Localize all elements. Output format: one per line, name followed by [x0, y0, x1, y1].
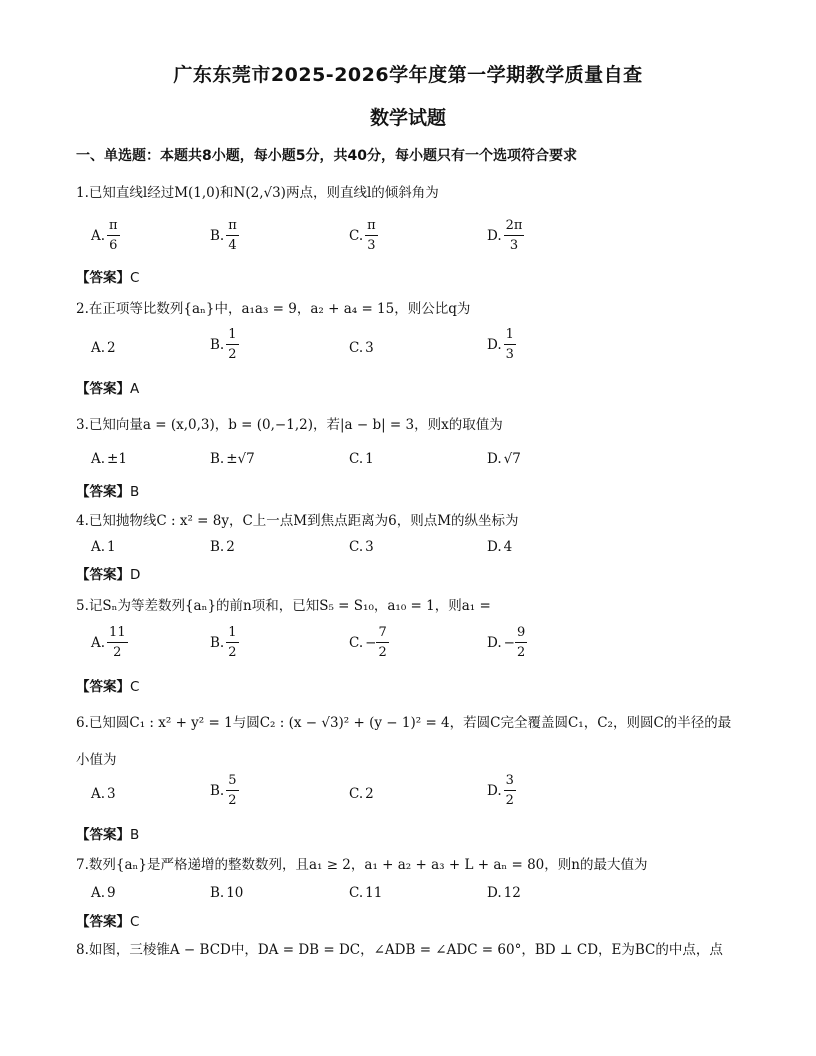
question-6-option-c: C. 2 — [349, 786, 374, 802]
question-4-option-d: D. 4 — [487, 539, 513, 555]
question-7-option-b: B. 10 — [210, 885, 244, 901]
question-5-option-b: B. $\frac{1}{2}$ — [210, 625, 237, 660]
question-5-stem: 5.记Sₙ为等差数列{aₙ}的前n项和，已知S₅ = S₁₀，a₁₀ = 1，则a₁ = — [76, 598, 491, 614]
question-1-option-d: D. $\frac{2\pi}{3}$ — [487, 218, 523, 253]
question-2-option-a: A. 2 — [91, 340, 116, 356]
question-6-option-a: A. 3 — [91, 786, 116, 802]
question-5-option-c: C. − $\frac{7}{2}$ — [349, 625, 387, 660]
question-3-option-d: D. √7 — [487, 451, 521, 467]
question-8-stem: 8.如图，三棱锥A − BCD中，DA = DB = DC，∠ADB = ∠ADC = 60°，BD ⊥ CD，E为BC的中点，点 — [76, 942, 723, 958]
question-1-answer: 【答案】C — [76, 270, 140, 286]
question-4-stem: 4.已知抛物线C : x² = 8y，C上一点M到焦点距离为6，则点M的纵坐标为 — [76, 513, 519, 529]
question-2-answer: 【答案】A — [76, 381, 140, 397]
question-3-answer: 【答案】B — [76, 484, 140, 500]
question-4-answer: 【答案】D — [76, 567, 141, 583]
question-2-option-d: D. $\frac{1}{3}$ — [487, 327, 514, 362]
question-3-option-c: C. 1 — [349, 451, 374, 467]
question-1-option-c: C. $\frac{\pi}{3}$ — [349, 218, 376, 253]
question-5-option-a: A. $\frac{11}{2}$ — [91, 625, 126, 660]
question-6-option-d: D. $\frac{3}{2}$ — [487, 773, 514, 808]
question-6-answer: 【答案】B — [76, 827, 140, 843]
question-7-stem: 7.数列{aₙ}是严格递增的整数数列，且a₁ ≥ 2，a₁ + a₂ + a₃ + L + aₙ = 80，则n的最大值为 — [76, 857, 648, 873]
question-7-answer: 【答案】C — [76, 914, 140, 930]
question-7-option-d: D. 12 — [487, 885, 521, 901]
question-6-stem: 6.已知圆C₁ : x² + y² = 1与圆C₂ : (x − √3)² + (y − 1)² = 4，若圆C完全覆盖圆C₁，C₂，则圆C的半径的最 — [76, 715, 732, 731]
question-2-option-b: B. $\frac{1}{2}$ — [210, 327, 237, 362]
question-4-option-b: B. 2 — [210, 539, 235, 555]
question-5-answer: 【答案】C — [76, 679, 140, 695]
question-4-option-c: C. 3 — [349, 539, 374, 555]
question-7-option-a: A. 9 — [91, 885, 116, 901]
question-7-option-c: C. 11 — [349, 885, 383, 901]
question-2-stem: 2.在正项等比数列{aₙ}中，a₁a₃ = 9，a₂ + a₄ = 15，则公比q为 — [76, 301, 471, 317]
exam-title: 广东东莞市2025-2026学年度第一学期教学质量自查 — [173, 64, 643, 86]
section-heading: 一、单选题：本题共8小题，每小题5分，共40分，每小题只有一个选项符合要求 — [76, 148, 577, 164]
question-6-option-b: B. $\frac{5}{2}$ — [210, 773, 237, 808]
question-1-option-b: B. $\frac{\pi}{4}$ — [210, 218, 237, 253]
question-3-option-b: B. ±√7 — [210, 451, 255, 467]
exam-subtitle: 数学试题 — [369, 107, 446, 129]
question-4-option-a: A. 1 — [91, 539, 116, 555]
question-2-option-c: C. 3 — [349, 340, 374, 356]
question-3-stem: 3.已知向量a = (x,0,3)，b = (0,−1,2)，若|a − b| = 3，则x的取值为 — [76, 417, 503, 433]
question-3-option-a: A. ±1 — [91, 451, 127, 467]
question-6-stem-cont: 小值为 — [76, 752, 117, 768]
question-5-option-d: D. − $\frac{9}{2}$ — [487, 625, 526, 660]
question-1-stem: 1.已知直线l经过M(1,0)和N(2,√3)两点，则直线l的倾斜角为 — [76, 185, 439, 201]
question-1-option-a: A. $\frac{\pi}{6}$ — [91, 218, 118, 253]
